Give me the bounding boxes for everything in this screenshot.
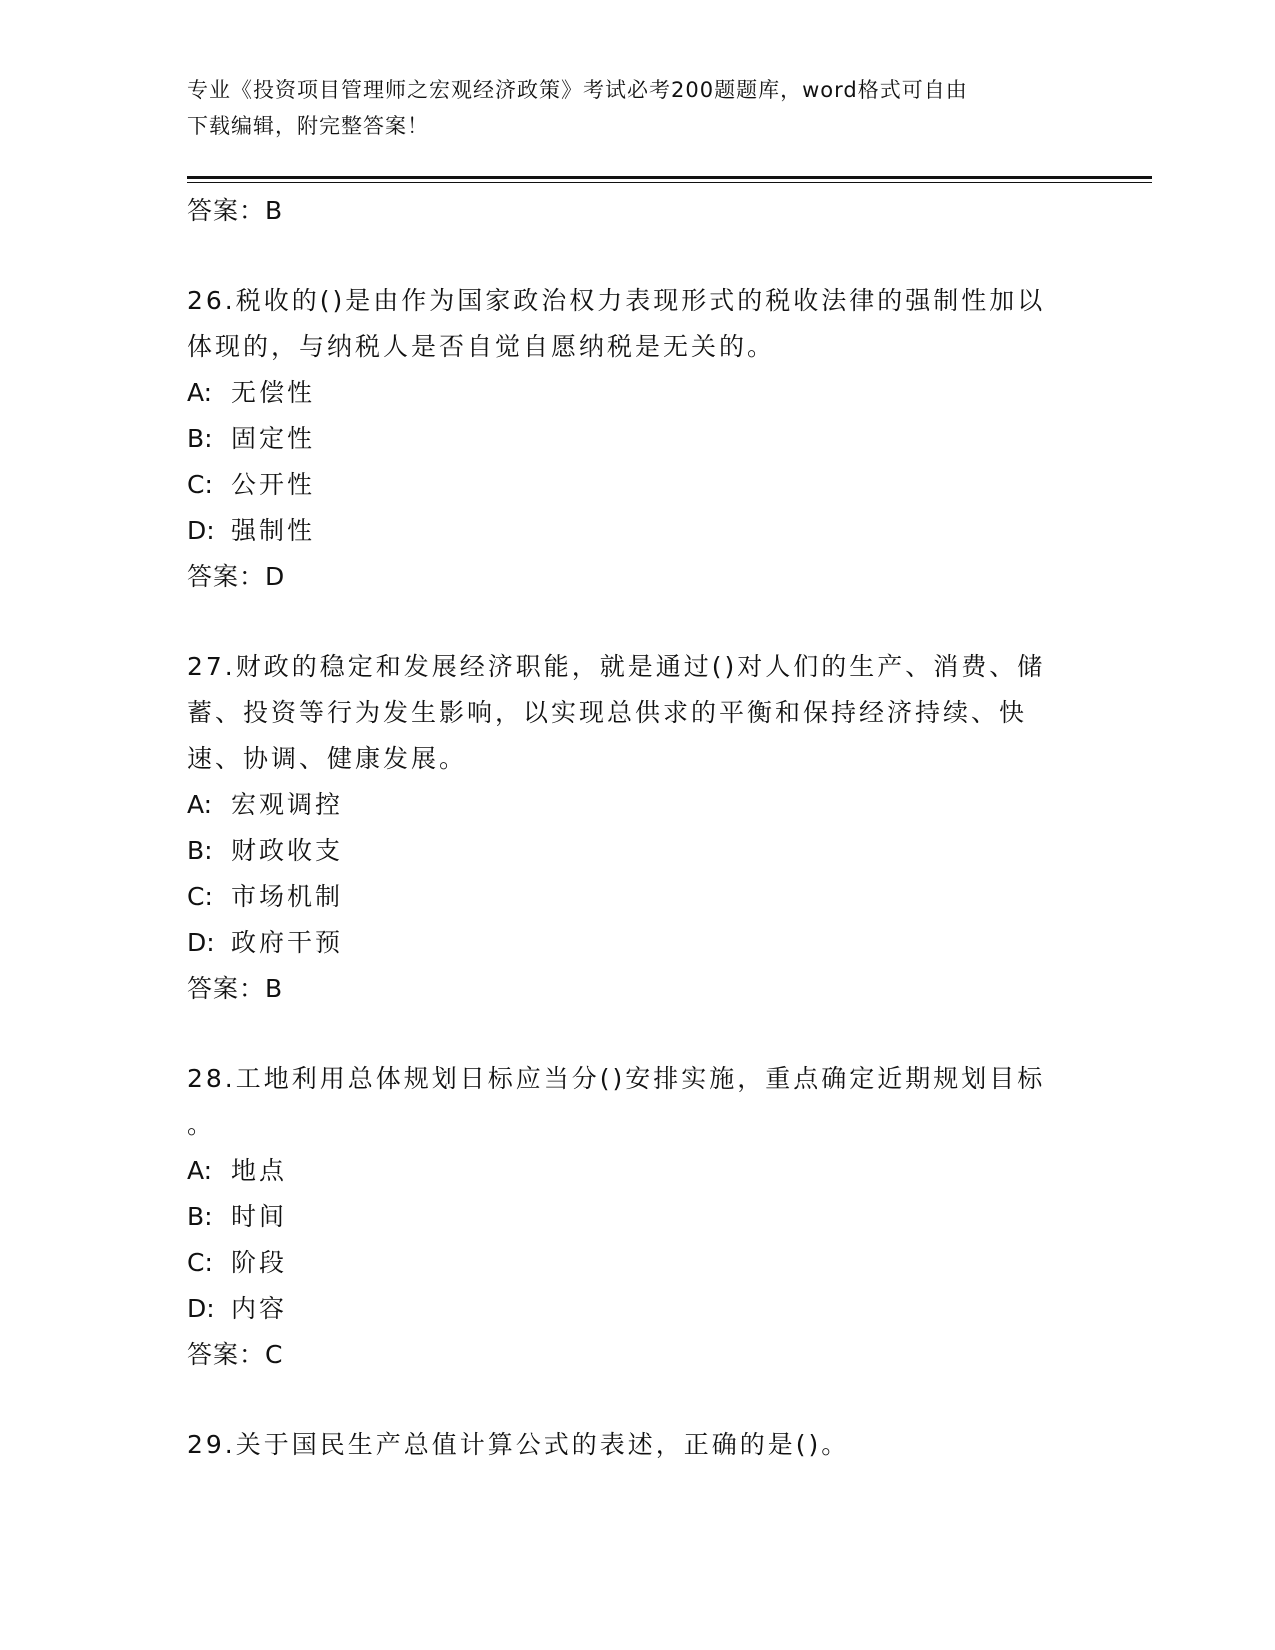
option-text: 公开性 xyxy=(231,470,316,499)
header-rule-thick xyxy=(187,176,1152,179)
option-c xyxy=(187,874,1087,920)
question-stem-line: 体现的，与纳税人是否自觉自愿纳税是无关的。 xyxy=(187,332,776,361)
option-letter: B: xyxy=(187,836,213,865)
question-list xyxy=(187,188,1087,1468)
option-letter: C: xyxy=(187,882,213,911)
header-line-1: 专业《投资项目管理师之宏观经济政策》考试必考200题题库，word格式可自由 xyxy=(187,78,968,102)
question-block xyxy=(187,278,1087,600)
option-a xyxy=(187,782,1087,828)
answer-line: 答案：B xyxy=(187,974,284,1003)
option-letter: C: xyxy=(187,1248,213,1277)
option-c xyxy=(187,462,1087,508)
option-letter: A: xyxy=(187,790,213,819)
option-b xyxy=(187,828,1087,874)
spacer xyxy=(187,1378,1087,1422)
question-stem-line: 。 xyxy=(187,1110,216,1139)
option-a xyxy=(187,1148,1087,1194)
option-letter: D: xyxy=(187,928,215,957)
option-d xyxy=(187,920,1087,966)
previous-answer: 答案：B xyxy=(187,196,284,225)
answer-line: 答案：D xyxy=(187,562,286,591)
option-text: 宏观调控 xyxy=(231,790,344,819)
option-text: 无偿性 xyxy=(231,378,316,407)
question-block xyxy=(187,1422,1087,1468)
question-stem-line: 26.税收的()是由作为国家政治权力表现形式的税收法律的强制性加以 xyxy=(187,286,1046,315)
option-text: 政府干预 xyxy=(231,928,344,957)
option-b xyxy=(187,416,1087,462)
option-d xyxy=(187,508,1087,554)
option-letter: A: xyxy=(187,1156,213,1185)
option-letter: D: xyxy=(187,516,215,545)
spacer xyxy=(187,600,1087,644)
question-block xyxy=(187,644,1087,1012)
option-letter: D: xyxy=(187,1294,215,1323)
option-d xyxy=(187,1286,1087,1332)
question-stem-line: 27.财政的稳定和发展经济职能，就是通过()对人们的生产、消费、储 xyxy=(187,652,1046,681)
option-letter: A: xyxy=(187,378,213,407)
option-letter: B: xyxy=(187,424,213,453)
header-rule-thin xyxy=(187,182,1152,183)
header-line-2: 下载编辑，附完整答案！ xyxy=(187,114,429,138)
question-stem-line: 蓄、投资等行为发生影响，以实现总供求的平衡和保持经济持续、快 xyxy=(187,698,1028,727)
option-text: 阶段 xyxy=(231,1248,288,1277)
option-c xyxy=(187,1240,1087,1286)
question-stem-line: 速、协调、健康发展。 xyxy=(187,744,468,773)
option-letter: C: xyxy=(187,470,213,499)
question-stem-line: 28.工地利用总体规划日标应当分()安排实施，重点确定近期规划目标 xyxy=(187,1064,1046,1093)
option-text: 内容 xyxy=(231,1294,288,1323)
option-text: 强制性 xyxy=(231,516,316,545)
option-text: 时间 xyxy=(231,1202,288,1231)
option-b xyxy=(187,1194,1087,1240)
question-stem-line: 29.关于国民生产总值计算公式的表述，正确的是()。 xyxy=(187,1430,850,1459)
option-text: 地点 xyxy=(231,1156,288,1185)
option-letter: B: xyxy=(187,1202,213,1231)
spacer xyxy=(187,234,1087,278)
question-block xyxy=(187,1056,1087,1378)
option-text: 市场机制 xyxy=(231,882,344,911)
spacer xyxy=(187,1012,1087,1056)
option-text: 财政收支 xyxy=(231,836,344,865)
answer-line: 答案：C xyxy=(187,1340,284,1369)
option-a xyxy=(187,370,1087,416)
document-header xyxy=(187,72,1087,144)
option-text: 固定性 xyxy=(231,424,316,453)
